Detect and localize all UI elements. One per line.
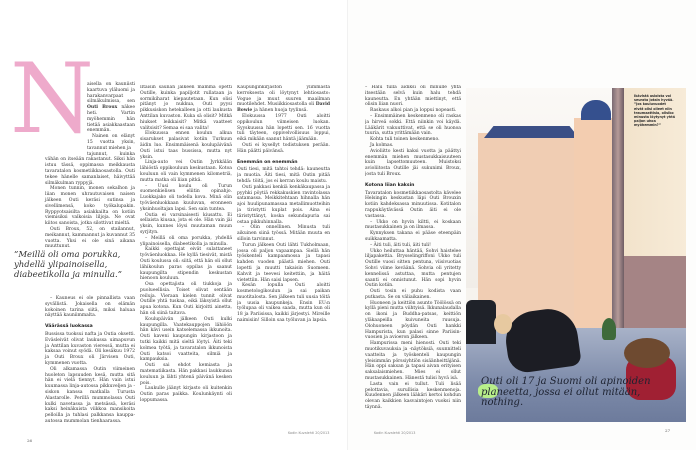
paragraph: – Halu tulla äidiksi oli minulle yhtä itsestään selvä kuin halu tehdä kauneutta. En yhtään miettinyt, että olisin liian nuori. — [365, 85, 461, 108]
woman-head — [494, 314, 512, 334]
paragraph-text: Kaupunginkirjaston ylimmästä kerroksesta oli löytynyt lehtiosasto: Vogue ja muut suuren maailman muotilehdet. Musiikkiosastolla oli — [237, 85, 330, 108]
paragraph: Outi tiesi, mitä tahtoi tehdä: kauneutta ja muotia. Äiti tiesi, mitä Outin pitää tehdä: töitä, jos ei kerran koulu maistu. — [237, 167, 330, 184]
pillar — [612, 88, 624, 348]
column-1-bottom — [45, 296, 135, 425]
paragraph: Kaikki opettajat eivät sulattaneet työväenluokkaa. He kyllä tiesivät, mistä Outi koulussa oli: siitä, että hän oli ollut lähikoulun paras oppilas ja saanut kaupungilta stipendin keskustan hienoon kouluun. — [140, 247, 232, 282]
paragraph: Monen tunnin, monen sekalhon ja liian monen uhrautuvaisen naisen jälkeen Outi keräsi sutinsa ja sivellimensä, koko työkalupakin. Ryppyotsaisilta asiakkailta on kotiin viemisiksi valkoisia liljoja. Ne ovat kiitos sanoista, jotka silottivat mieltä. — [45, 186, 135, 227]
paragraph: Elokuussa 1977 Outi aloitti oppikoulun viimeisen luokan. Syyskuussa hän lopetti sen. 16 vuotta tuli täyteen, oppivelvollisuus loppui, eikä mikään saanut häntä jäämään. — [237, 113, 330, 143]
paragraph: Bussissa tuoksui nafta ja Outia oksetti. Eväsleivät olivat laukussa uimapuvun ja Anttilan kuvaston vieressä, mutta ei kaksaa voinut syödä. Oli kesäkuu 1972 ja Outi Broux oli Järvisen Outi, kymmenen vuotta. — [45, 331, 135, 366]
building-tower — [574, 118, 614, 338]
paragraph: Avioliitto kesti kaksi vuotta ja päättyi enemmän miehen mustasukkaisuuteen kuin lapsettomuuteen. Muistoksi avioliitosta Outille jäi sukunimi Broux, josta tuli Broux. — [365, 148, 461, 177]
tower-roof — [581, 100, 611, 120]
bold-name: David Bowie — [237, 102, 330, 114]
paragraph: – Olin onnellinen. Minusta tuli aikuinen siinä työssä. Mitään muuta en silloin tarvinnut. — [237, 225, 330, 242]
column-1-top — [45, 82, 135, 250]
paragraph: – Kauneus ei ole pinnallista vaan syvällistä. Jokaisella on elämän kokoinen tarina siitä, miksi haluaa näyttää kauniimmalta. — [45, 296, 135, 319]
granite-base — [624, 256, 686, 336]
paragraph: Laukulle jäänyt kirjasto oli kuitenkin Outin paras paikka. Koulunkäynti oli loppumassa. — [140, 386, 232, 404]
paragraph: Outi Broux, 52, on stailannut, meikannut, kammannut ja kuvannut 35 vuotta. Yksi ei ole sinä aikana muuttunut. — [45, 226, 135, 250]
paragraph-text: ja hänen huoja tyylinsä. — [253, 108, 308, 114]
paragraph: Elokuussa ennen koulun alkua sisarukset palasivat kotiin Turkuun äidin luo. Ensimmäisenä koulupäivänä Outi istui taas bussissa, mutta nyt yksin. — [140, 131, 232, 160]
paragraph: Ja kolmas. — [370, 142, 394, 148]
section-heading: Kotona liian kaksin — [365, 182, 415, 188]
paragraph: Turun jälkeen Outi lähti Tukholmaan, jossa oli paljon vapaampaa. Siellä hän työskenteli kampaamossa ja tapasi kahden vuoden päästä miehen. Outi lopetti ja muutti takaisin Suomeen. Kahvit ja teevesi keitettiin, ja häitä vietettiin. Hän saisi lapsen. — [237, 242, 330, 283]
drop-cap: N — [10, 43, 94, 155]
intro-lead: aisella on kauniisti kaartuva yläluomi ja harakanvarpaat silmäkulmissa, sen — [87, 82, 135, 105]
paragraph: Outia ei varsinaisesti kiusattu. Ei sellaista kiusaa, jota ei ole. Hän vain jäi yksin, kunnes löysi muutaman muun syrjityn. — [140, 212, 232, 235]
paragraph: Hampurissa meni hienosti. Outi teki muotikuvauksia ja -näytöksiä, suunnitteli vaatteita ja työskenteli kaupungin yleisimmän pörssiyhtiön sisäänheittäjänä. Hän oppi saksan ja tapasi aivan erityisen saksalaismiehen. Mies ei ollut mustasukkainen. Hänestä tulisi hyvä isä. — [365, 341, 461, 382]
paragraph: Outi pakkasi kenkiä kenkäkaupassa ja pyyhki pöytiä rekkakuskien ravintolassa satamassa. Meikkitehtaan hihnalla hän ajoi huulipunamassaa metallimuotteihin ja tiristytti kuplat pois. Aina ei täristyttänyt, koska sekundapuria sai ostaa pikkuhinnalla. — [237, 184, 330, 225]
drop-cap-space — [45, 82, 87, 152]
column-3 — [237, 85, 330, 425]
paragraph: Oli alkamassa Outin viimeinen huoleton lapsuuden kesä, mutta sitä hän ei vielä tiennyt. Hän vain istui kuumassa linja-autossa pikkuveljen ja -siskon kanssa matkalla Turusta Alastarolle. Perillä mummolassa Outi kulki navetassa ja metsässä, keräsi kaksi heinäkuista viikkoa mansikoita pelloilla ja tuhlasi palkkansa kauppa-autossa mummolan tienhaarassa. — [45, 366, 135, 424]
car — [466, 300, 496, 344]
paragraph: Kohta tuli toinen keskenmeno. — [370, 137, 440, 143]
paragraph: Linja-auto vei Outin Jyrkkälän lähiöstä oppikouluun keskustaan. Kotoa kouluun oli vain kymmenen kilometriä, mutta matka oli liian pitkä. — [140, 160, 232, 183]
paragraph: – Ensimmäinen keskenmeno oli raskas ja hirveä sokki. Että niinkin voi käydä. Lääkärit vakuuttivat, että se oli huonoa tuuria, sutta yrittämään vain. — [365, 113, 461, 137]
intro-name: Outi Broux — [87, 105, 118, 111]
paragraph: – Uusi koulu oli Turun suomenkielisen eliitin opinahjo. Luokkajako oli todella kova. Minä olin työväenluokkaan kuuluvan, eronneen yksinhuoltajan lapsi. Sen sain tuntea. — [140, 183, 232, 212]
footer-magazine: Kodin Kuvalehti 20/2013 — [374, 431, 416, 435]
roof-left — [484, 126, 579, 138]
intro-rest: näkee heti. Vartin myöhemmin hän tietää asiakkaastaan enemmän. — [87, 105, 135, 134]
paragraph: Tavaratalon kosmetiikkaosastolta kävelee Helsingin keskustan läpi Outi Brouxin kotiin kahdeksassa minuutissa. Kotitalon rappukäytävässä Outin äiti ei ole vastassa. — [365, 190, 461, 219]
plant-pot — [602, 318, 616, 340]
paragraph: Kynnyksen takana ei pääse eteenpäin suikkaamatta. — [365, 231, 461, 242]
paragraph: Outi sai ehdot kemiasta ja matematiikasta. Hän pakkasi laukkunsa kouluun ja lähti yhtenä päivänä kesken pois. — [140, 363, 232, 386]
article-photo — [466, 88, 686, 422]
paragraph: – Äiti tuli, äiti tuli, äiti tuli! — [370, 242, 431, 248]
paragraph: Raskaus alkoi pian ja loppui nopeasti. — [370, 108, 457, 114]
page-number: 27 — [665, 428, 671, 433]
paragraph: Huoneen ja keittiön asunto Töölössä on kyllä pieni mutta viihtyisä. Ikkunalaudalla on ikoni ja Buddha-patsas, keittiön yläkaapeilla kuivuneita ruusuja. Olohuoneen pöydän Outi hankki Hampurista, kun palasi sinne Pariisin-vuosien ja avioeron jälkeen. — [365, 300, 461, 341]
paragraph: – Meillä oli oma porukka, yhdellä ylipainoisella, diabeetikolla ja minulla. — [140, 235, 232, 247]
paragraph: Ukko heiluttaa häntää, Sohvi haistelee liljapakettia. Brysselingriffoni Ukko tuli Outille vuosi sitten pentuna, viisivuotias Sohvi viime keväänä. Sohvia oli yritetty kennelissä astuttaa, mutta pentujen saanti ei onnistunut. Hän sopi hyvin Outin kotiin. — [365, 248, 461, 289]
paragraph: Koulupäivän jälkeen Outi kulki kaupungilla. Vaatekauppojen lähiöön hän kävi usein katselemassa ikkunoita. Outi kaveni kaupungin kirjastoon ja tutki kaikki mitä sieltä löytyi. Äiti teki kolmea työtä, ja tavaratalon ikkunoista Outi katsoi vaatteita, silmiä ja kampauksia. — [140, 316, 232, 363]
paragraph: Lasta vain ei tullut. Tuli lisää pelottavia, surullisia keskenmenoja. Kuudennen jälkeen lääkäri kertoi kohdun olevan kaikkien kasvaintojen vuoksi niin täynnä. — [365, 381, 461, 411]
pull-quote: ”Meillä oli oma porukka, yhdellä ylipainoisella, diabeetikolla ja minulla.” — [14, 250, 123, 280]
column-2 — [140, 85, 232, 425]
paragraph: Outi ei kysellyt todistuksen perään. Hän päätti päivänsä. — [237, 142, 330, 154]
paragraph: – Ukko on hyvin kiltti, ei koskaan mustasukkainen ja on ilmassa. — [365, 219, 461, 231]
column-4 — [365, 85, 461, 425]
paragraph: Osa opettajista oli tiukkoja ja puolueellisia. Toiset olivat sentään reiluja. Vieraan kielen tunnit olivat Outille yhtä tuskaa, eikä läksyistä ollut apua kotona. Kun Outi kirjoitti ainetta, hän oli siinä taitava. — [140, 282, 232, 317]
photo-side-caption: Ikävistä asioista voi seurata jotain hyvää. ”Jos kouluvuodet eivät olisi olleet niin traumaattisia, olisiko minusta löytynyt yhtä paljon uhoa myöhemmin?” — [634, 94, 675, 128]
dog — [624, 338, 670, 368]
photo-caption: Outi oli 17 ja Suomi oli apinoiden planeetta, jossa ei ollut mitään, nothing. — [481, 376, 651, 408]
paragraph: tajunnut, kuinka vähän on itseään rakastanut. Siksi hän istuu tässä, oppimassa meikkausta tavaratalon kosmetiikkaosastolla. Outi tekee hänelle samanlaiset, häivyttää silmäkulman ryppyjä. — [45, 151, 135, 186]
paragraph: Outi tosin ei puhu kodista vaan putkasta. Se on väliaikainen. — [365, 289, 461, 300]
section-heading: Väärässä luokassa — [45, 324, 93, 330]
section-heading: Enemmän on enemmän — [237, 159, 298, 165]
paragraph: Iltaisin saunan jälkeen mamma opetti Outille, kuinka papiljotit rullataan ja sormikiharat kiepautetaan. Kun olisi pitänyt jo nukkua, Outi pyysi pikkusiskon hetekalleen ja otti laukusta Anttilan kuvaston. Kuka sä olisit? Mitkä hiukset leikkaisit? Mitkä vaatteet valitsisit? Semaa ei saa valita! — [140, 85, 232, 131]
paragraph: Kesän lopulla Outi aloitti kosmetologikoulun ja sai paikan muotitalosta. Sen jälkeen tuli uusia töitä ja uusia kaupunkeja. Ensin EU:n työlupaa oli vaikea saada, mutta kun oli 18 ja Pariisissa, kaikki järjestyi. Mireille naimisiin! Silloin saa työluvan ja lapsia. — [237, 283, 330, 324]
page-number: 26 — [27, 438, 33, 443]
intro-paragraph: Nainen on elänyt 15 vuotta yksin, tavannut miehen ja — [87, 134, 135, 151]
footer-magazine: Kodin Kuvalehti 20/2013 — [288, 431, 330, 435]
